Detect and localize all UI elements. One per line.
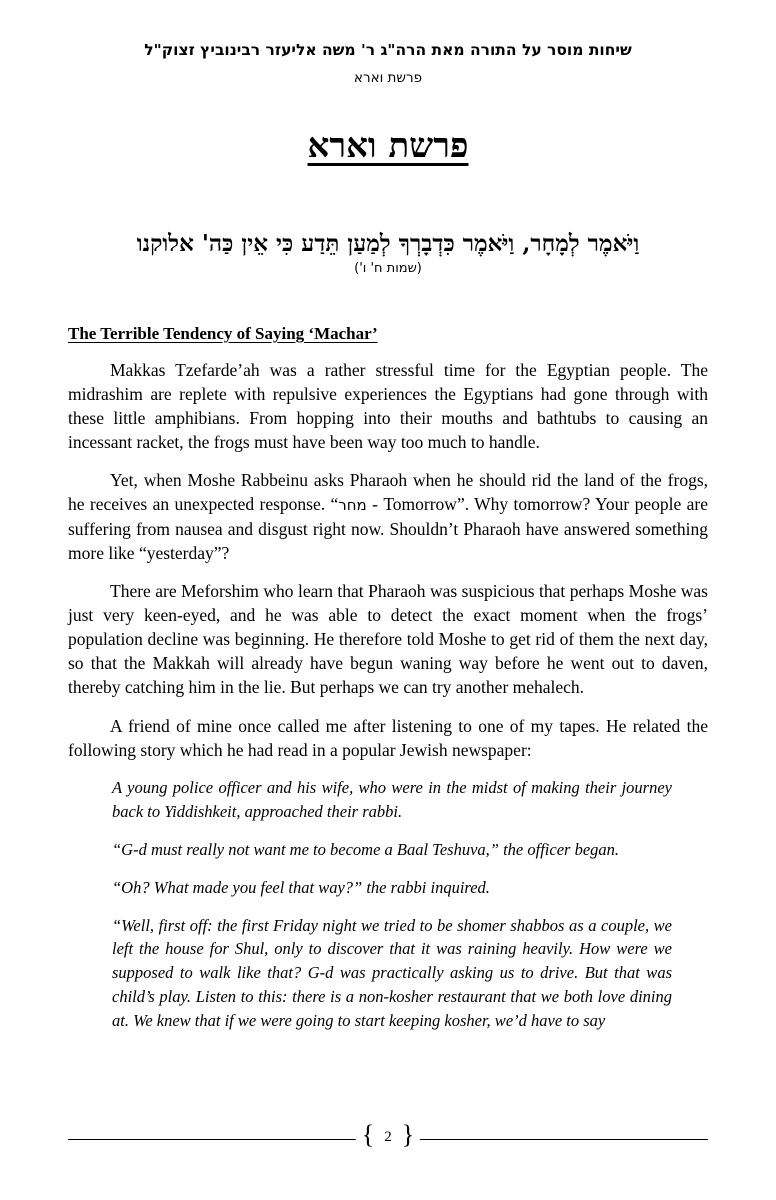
page-footer <box>68 1120 708 1154</box>
header-line-2: פרשת וארא <box>353 70 423 87</box>
paragraph-2-part-b: - Tomorrow”. Why tomorrow? Your people are suffering from nausea and disgust right now. Shouldn’t Pharaoh have answered something more like “yesterday”? <box>68 494 708 563</box>
page-number-block <box>356 1120 420 1150</box>
pasuk-text: וַיֹּאמֶר לְמָחָר, וַיֹּאמֶר כִּדְבָרְךָ לְמַעַן תֵּדַע כִּי אֵין כַּה' אלוקנו <box>136 229 640 257</box>
quote-2: “G-d must really not want me to become a Baal Teshuva,” the officer began. <box>112 839 620 859</box>
paragraph-4: A friend of mine once called me after listening to one of my tapes. He related the following story which he had read in a popular Jewish newspaper: <box>68 715 708 760</box>
paragraph-1: Makkas Tzefarde’ah was a rather stressful time for the Egyptian people. The midrashim are replete with repulsive experiences the Egyptians had gone through with these little amphibians. From hopping into their mouths and bathtubs to causing an incessant racket, the frogs must have been way too much to handle. <box>68 359 708 453</box>
paragraph-2 <box>68 468 708 565</box>
pasuk-source: (שמות ח' ו') <box>354 260 422 276</box>
header-line-1: שיחות מוסר על התורה מאת הרה"ג ר' משה אליעזר רבינוביץ זצוק"ל <box>144 41 632 59</box>
quote-3: “Oh? What made you feel that way?” the rabbi inquired. <box>112 877 490 897</box>
paragraph-2-part-a: Yet, when Moshe Rabbeinu asks Pharaoh when he should rid the land of the frogs, he receives an unexpected response. “ <box>68 470 708 515</box>
brace-right-icon: } <box>401 1120 415 1149</box>
page-title: פרשת וארא <box>307 125 469 166</box>
quote-1: A young police officer and his wife, who were in the midst of making their journey back to Yiddishkeit, approached their rabbi. <box>112 777 672 821</box>
quote-4: “Well, first off: the first Friday night we tried to be shomer shabbos as a couple, we left the house for Shul, only to discover that it was raining heavily. How were we supposed to walk like that? G-d was practically asking us to drive. But that was child’s play. Listen to this: there is a non-kosher restaurant that we both love dining at. We knew that if we were going to start keeping kosher, we’d have to say <box>112 915 672 1031</box>
page-number: 2 <box>384 1128 392 1145</box>
paragraph-3: There are Meforshim who learn that Pharaoh was suspicious that perhaps Moshe was just very keen-eyed, and he was able to detect the exact moment when the frogs’ population decline was beginning. He therefore told Moshe to get rid of them the next day, so that the Makkah will already have begun waning way before he went out to daven, thereby catching him in the lie. But perhaps we can try another mehalech. <box>68 580 708 698</box>
section-heading: The Terrible Tendency of Saying ‘Machar’ <box>68 323 378 343</box>
brace-left-icon: { <box>361 1120 375 1149</box>
inline-hebrew-machar: מחר <box>338 496 367 515</box>
